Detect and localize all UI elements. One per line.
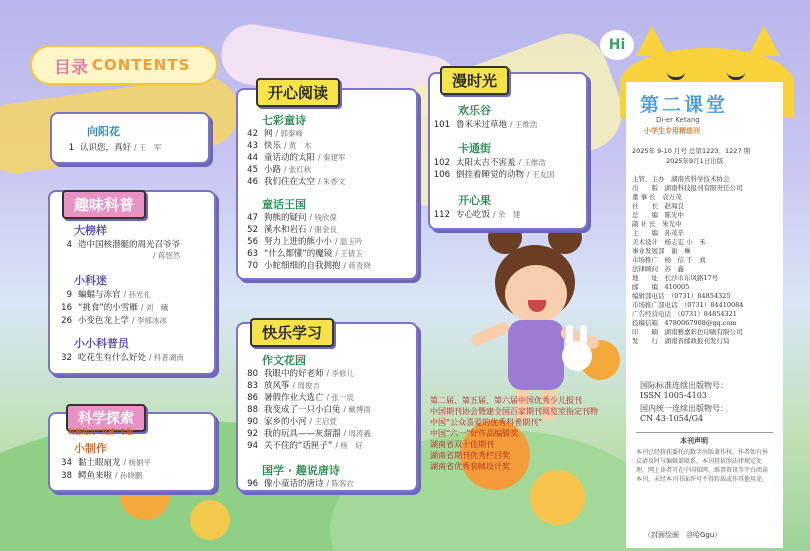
toc-entry[interactable]: 52 溪水和岩石 / 谢金良 (247, 225, 337, 235)
toc-entry[interactable]: 47 狗熊的疑问 / 钱欣葆 (247, 213, 337, 223)
cn-label: 国内统一连续出版物号： (640, 404, 728, 413)
staff-line: 主 编 孙茂辛 (632, 229, 684, 237)
section-kaixinyuedu (236, 88, 418, 280)
toc-entry[interactable]: 26 小变色龙上学 / 李郁冰冰 (61, 316, 167, 326)
cover-credit: （封面绘画 谷哈Ggu） (644, 531, 722, 539)
staff-line: 市场推广部电话 （0731）84410084 (632, 301, 744, 309)
sub-title: 国学 · 趣说唐诗 (262, 464, 340, 477)
contents-title (30, 45, 218, 85)
staff-line: 董 事 长 袁万茂 (632, 193, 682, 201)
sub-title: 小科迷 (74, 274, 107, 287)
toc-entry[interactable]: 83 放风筝 / 周俊吉 (247, 381, 320, 391)
staff-line: 出 版 湖南科技报刊有限责任公司 (632, 184, 743, 192)
divider (636, 432, 773, 433)
sub-title: 童话王国 (262, 198, 306, 211)
toc-entry[interactable]: 94 关不住的“话匣子” / 杨 好 (247, 441, 363, 451)
sub-title: 小制作 (74, 442, 107, 455)
flower (530, 470, 585, 525)
staff-line: 地 址 长沙市东风路17号 (632, 274, 719, 282)
contents-title-en: CONTENTS (92, 56, 191, 74)
issn-label: 国际标准连续出版物号： (640, 381, 728, 390)
magazine-pinyin: Di-er Ketang (656, 116, 700, 124)
masthead-panel (626, 82, 783, 548)
hi-bubble (600, 30, 634, 60)
toc-entry[interactable]: 80 我眼中的好老师 / 李修儿 (247, 369, 354, 379)
honor-item: 中国“公众喜爱的优秀科普期刊” (430, 418, 543, 427)
toc-entry[interactable]: 16 “挑食”的小雪雁 / 刘 曦 (61, 303, 169, 313)
section-xiangyanghua (50, 112, 210, 164)
toc-entry[interactable]: 56 努力上进的熊小小 / 温玉吟 (247, 237, 363, 247)
toc-entry[interactable]: 112 专心吃饭 / 余 建 (433, 210, 521, 220)
toc-entry[interactable]: 90 家乡的小河 / 王启萱 (247, 417, 337, 427)
section-subtitle: 科普助力“双减”专版 (68, 428, 134, 436)
issue-number: 2025年 9-10 月号 总第1223、1227 期 (632, 147, 751, 155)
sub-title: 大榜样 (74, 224, 107, 237)
staff-line: 总 编 陈光中 (632, 211, 684, 219)
toc-entry[interactable]: 34 黏土眼扇龙 / 杨娟平 (61, 458, 151, 468)
toc-entry[interactable]: 46 我们住在太空 / 朱香文 (247, 177, 346, 187)
toc-entry[interactable]: 63 “什么都懂”的魔镜 / 王倩玉 (247, 249, 363, 259)
sub-title: 作文花园 (262, 354, 306, 367)
section-kuailexuexi (236, 322, 418, 492)
toc-entry[interactable]: 38 鳄鱼来啦 / 孙晓鹏 (61, 471, 143, 481)
issn: ISSN 1005-4103 (640, 391, 707, 400)
magazine-name: 第二课堂 (640, 94, 729, 116)
sub-title: 七彩童诗 (262, 114, 306, 127)
hi-text: Hi (608, 37, 626, 53)
staff-line: 发 行 湖南省邮政报刊发行局 (632, 337, 730, 345)
toc-entry[interactable]: 88 我变成了一只小白兔 / 戴博雨 (247, 405, 371, 415)
toc-entry-author: / 蒋悠然 (153, 251, 181, 260)
sub-title: 开心果 (458, 194, 491, 207)
toc-entry[interactable]: 45 小路 / 张红秋 (247, 165, 312, 175)
toc-entry[interactable]: 102 太阳太吉不害羞 / 王维浩 (433, 158, 546, 168)
honor-item: 第二届、第五届、第六届中国优秀少儿报刊 (430, 396, 582, 405)
sub-title: 卡通街 (458, 142, 491, 155)
staff-line: 法律顾问 苏 鑫 (632, 265, 684, 273)
staff-line: 美术设计 杨志宏 小 禾 (632, 238, 706, 246)
flower (190, 500, 230, 540)
cn-number: CN 43-1054/G4 (640, 414, 704, 423)
honor-item: 湖南省优秀装帧设计奖 (430, 462, 510, 471)
rabbit-illustration (560, 325, 596, 375)
staff-line: 主管、主办 湖南省科学技术协会 (632, 175, 730, 183)
staff-line: 事业发展部 谢 琳 (632, 247, 691, 255)
section-manshiguang (428, 72, 588, 230)
sub-title: 欢乐谷 (458, 104, 491, 117)
notice-title: 本刊声明 (680, 437, 708, 445)
section-title-manshiguang: 漫时光 (440, 66, 509, 95)
toc-entry[interactable]: 43 快乐 / 黄 木 (247, 141, 312, 151)
section-title-kuailexuexi: 快乐学习 (250, 318, 334, 347)
honor-item: 中国“六一”好作品编辑奖 (430, 429, 519, 438)
staff-line: 投稿信箱 4780067908@qq.com (632, 319, 737, 327)
toc-entry[interactable]: 86 暑假作业大选亡 / 张一宸 (247, 393, 354, 403)
toc-entry[interactable]: 96 像小童话的唐诗 / 陈客衣 (247, 479, 354, 489)
toc-entry[interactable]: 106 倒挂着睡觉的动物 / 王友国 (433, 170, 555, 180)
publish-date: 2025年9月1日出版 (666, 157, 724, 165)
toc-entry[interactable]: 9 蝙蝠与冻官 / 孙光礼 (66, 290, 151, 300)
notice-text: 本刊已经将获委托的数字出版著作权，作者如有异议请及时与编辑部联系，本刊将依照法律规定处理。网上读者可在中国知网、维普资讯等平台阅读本刊，未经本刊书面许可不得转载或作其他用途。 (636, 449, 769, 483)
toc-entry[interactable]: 32 吃花生有什么好处 / 科普湖南 (61, 353, 184, 363)
section-title-kexuetansuo: 科学探索 (66, 404, 146, 432)
magazine-slogan: 小学生专用精选刊 (644, 127, 700, 135)
staff-line: 社 长 赵海良 (632, 202, 684, 210)
staff-line: 市场推广 杨 信 于 刘 (632, 256, 706, 264)
honors-list (430, 395, 598, 472)
section-title: 向阳花 (87, 125, 120, 138)
toc-entry[interactable]: 92 我的玩具——灰溜溜 / 周涛羲 (247, 429, 371, 439)
honor-item: 湖南省期刊优秀栏目奖 (430, 451, 510, 460)
section-title-quweikepu: 趣味科普 (62, 190, 146, 219)
toc-entry[interactable]: 70 小蛇细细的自我拥抱 / 蒋青晓 (247, 261, 371, 271)
staff-line: 编辑部电话 （0731）84854325 (632, 292, 731, 300)
toc-entry[interactable]: 101 鲁米米过草地 / 王维浩 (433, 120, 538, 130)
toc-entry[interactable]: 42 网 / 郭秦峰 (247, 129, 303, 139)
staff-line: 副 社 长 朱光中 (632, 220, 682, 228)
section-title-kaixinyuedu: 开心阅读 (256, 78, 340, 107)
staff-line: 广告经营电话 （0731）84854321 (632, 310, 737, 318)
toc-entry[interactable]: 1 认识您，真好 / 王 军 (68, 143, 162, 153)
honor-item: 湖南省双十佳期刊 (430, 440, 494, 449)
toc-entry[interactable]: 44 童话动的太阳 / 秦建军 (247, 153, 346, 163)
contents-title-cn: 目录 (54, 57, 88, 78)
staff-line: 邮 编 410005 (632, 283, 690, 291)
sub-title: 小小科普员 (74, 337, 129, 350)
staff-line: 印 刷 湖南雅嘉彩色印刷有限公司 (632, 328, 743, 336)
toc-entry[interactable]: 4 造中国核潜艇的周光召爷爷 (66, 240, 181, 250)
honor-item: 中国期刊协会暨建全国百家期刊阅览室指定刊物 (430, 407, 598, 416)
